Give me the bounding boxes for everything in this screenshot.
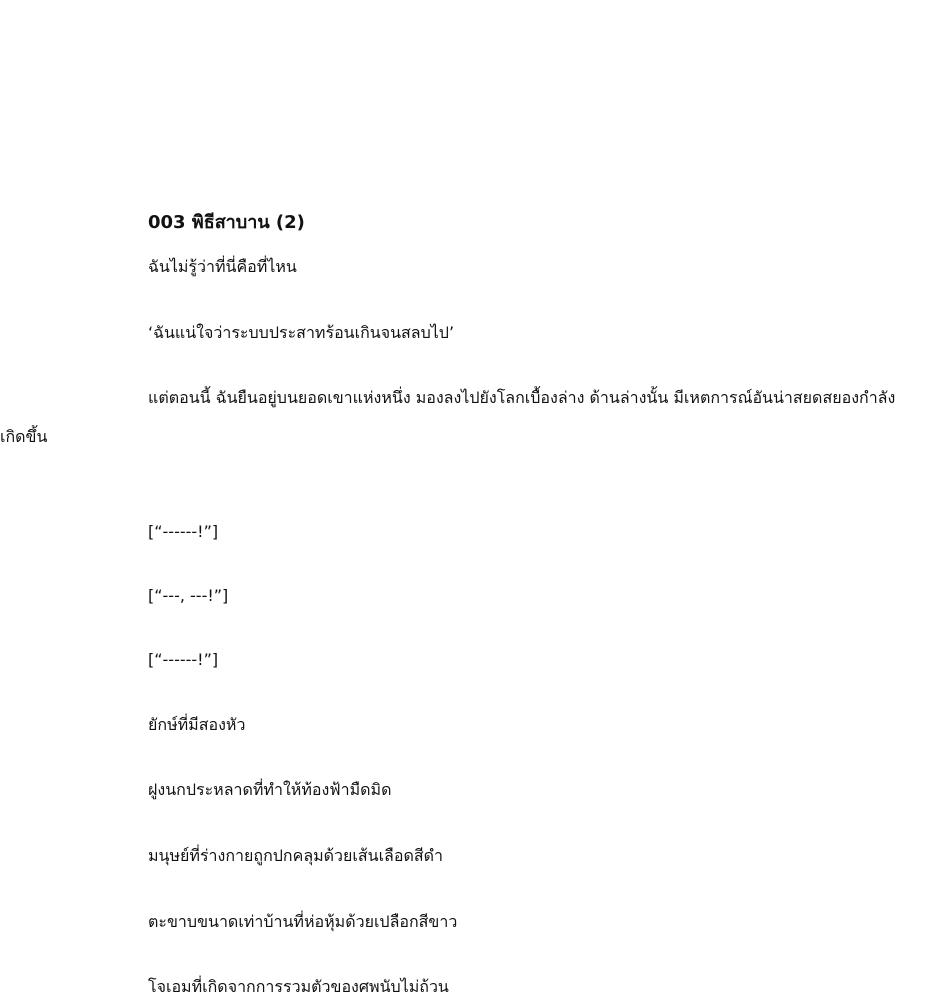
paragraph: แต่ตอนนี้ ฉันยืนอยู่บนยอดเขาแห่งหนึ่ง มองลงไปยังโลกเบื้องล่าง ด้านล่างนั้น มีเหตการณ์อันน่าสยดสยองกำลังเกิดขึ้น xyxy=(0,388,896,446)
paragraph: ฝูงนกประหลาดที่ทำให้ท้องฟ้ามืดมิด xyxy=(148,780,392,799)
paragraph: ฉันไม่รู้ว่าที่นี่คือที่ไหน xyxy=(148,257,297,276)
paragraph: [“------!”] xyxy=(148,650,219,669)
paragraph: ‘ฉันแน่ใจว่าระบบประสาทร้อนเกินจนสลบไป’ xyxy=(148,323,455,342)
paragraph: [“------!”] xyxy=(148,522,219,541)
paragraph: มนุษย์ที่ร่างกายถูกปกคลุมด้วยเส้นเลือดสีดำ xyxy=(148,846,443,865)
paragraph: โจเอมที่เกิดจากการรวมตัวของศพนับไม่ถ้วน xyxy=(148,977,449,996)
paragraph: ตะขาบขนาดเท่าบ้านที่ห่อหุ้มด้วยเปลือกสีขาว xyxy=(148,912,458,931)
chapter-title: 003 พิธีสาบาน (2) xyxy=(148,212,305,233)
paragraph: [“---, ---!”] xyxy=(148,586,229,605)
paragraph: ยักษ์ที่มีสองหัว xyxy=(148,715,246,734)
